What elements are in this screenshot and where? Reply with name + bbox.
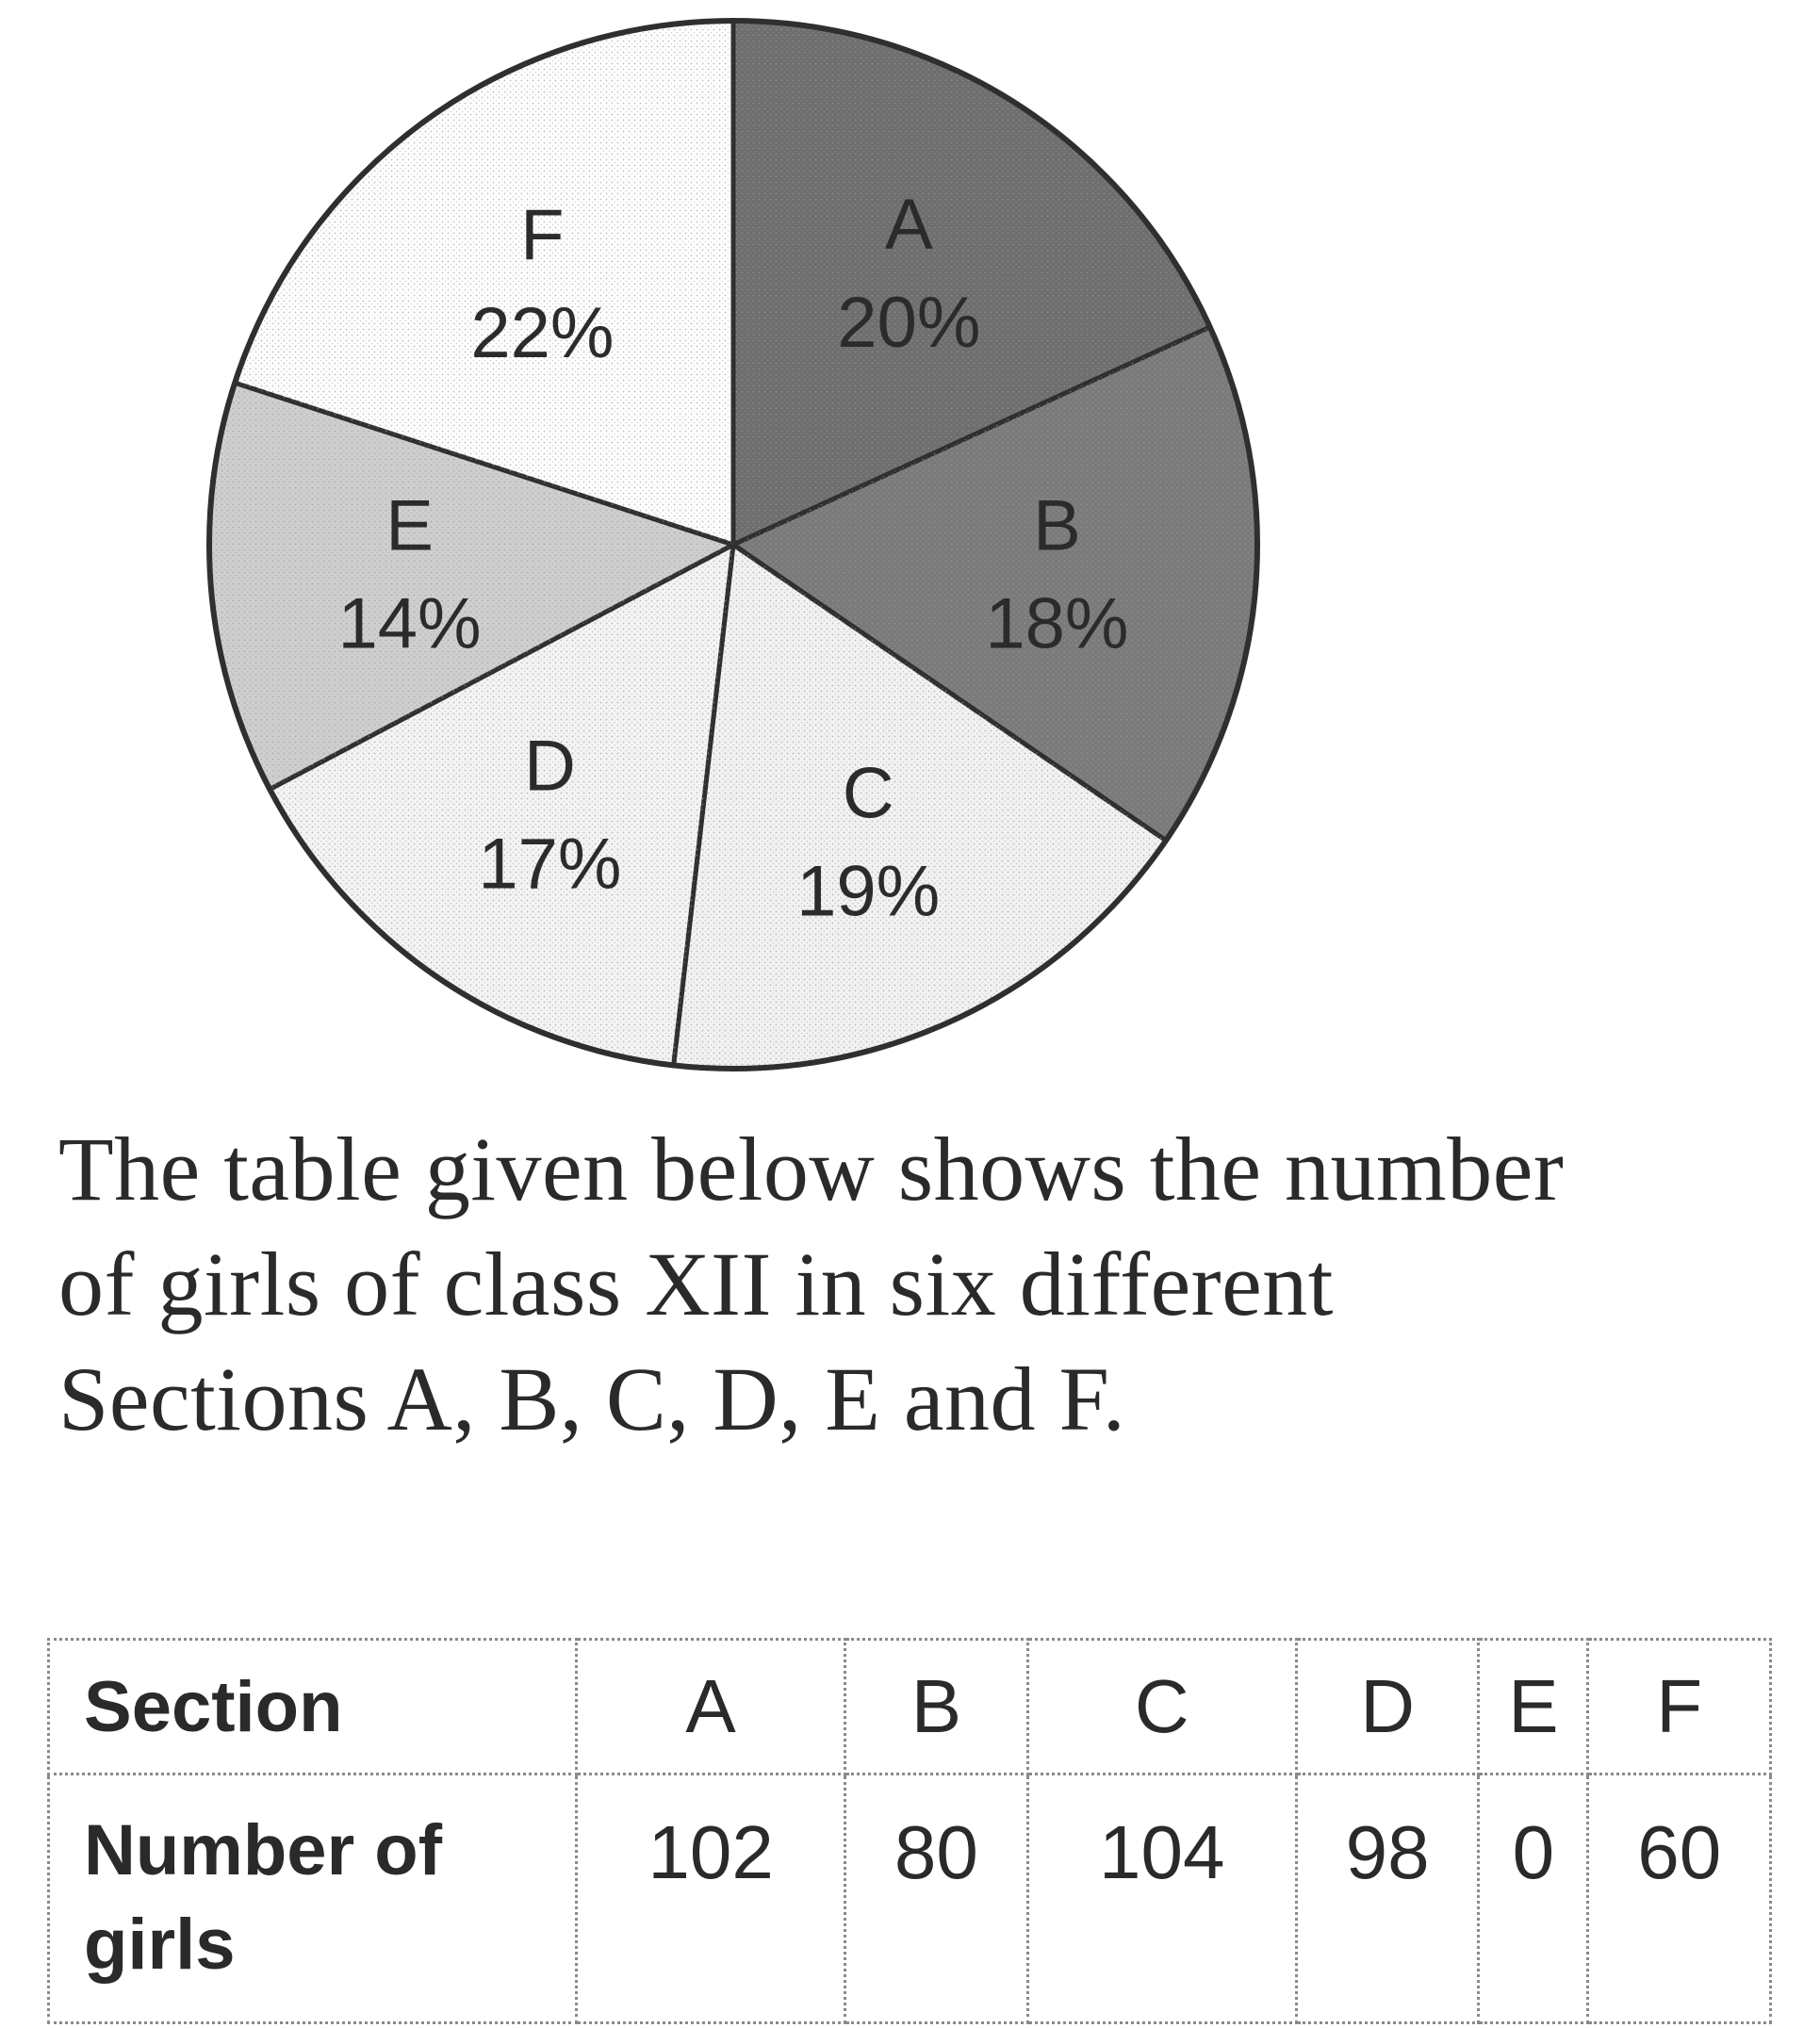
header-section-e: E <box>1479 1640 1588 1774</box>
cell-girls-c: 104 <box>1027 1774 1296 2023</box>
pie-slice-label-e: E <box>385 485 434 566</box>
header-section-c: C <box>1027 1640 1296 1774</box>
cell-girls-b: 80 <box>845 1774 1028 2023</box>
pie-slice-label-f: F <box>520 195 565 276</box>
pie-slice-value-d: 17% <box>478 824 622 905</box>
pie-slice-label-d: D <box>523 726 576 807</box>
header-section-f: F <box>1588 1640 1771 1774</box>
pie-slice-value-b: 18% <box>985 583 1129 664</box>
table-data-row <box>49 1774 1771 2023</box>
pie-slice-label-c: C <box>842 753 894 834</box>
pie-slice-value-e: 14% <box>337 583 482 664</box>
pie-slice-value-c: 19% <box>796 851 941 932</box>
header-section-label: Section <box>49 1640 577 1774</box>
header-section-d: D <box>1296 1640 1479 1774</box>
cell-girls-e: 0 <box>1479 1774 1588 2023</box>
pie-slice-label-b: B <box>1033 485 1081 566</box>
description-text: The table given below shows the number of girls of class XII in six different Sections A, B, C, D, E and F. <box>58 1119 1565 1449</box>
header-section-a: A <box>577 1640 845 1774</box>
pie-slice-label-a: A <box>885 185 933 266</box>
cell-girls-d: 98 <box>1296 1774 1479 2023</box>
table-header-row <box>49 1640 1771 1774</box>
pie-slices <box>209 21 1257 1069</box>
pie-slice-value-f: 22% <box>470 293 615 374</box>
girls-table <box>47 1638 1772 2024</box>
row-label-number-of-girls: Number of girls <box>49 1774 577 2023</box>
cell-girls-a: 102 <box>577 1774 845 2023</box>
cell-girls-f: 60 <box>1588 1774 1771 2023</box>
pie-slice-value-a: 20% <box>837 283 981 364</box>
header-section-b: B <box>845 1640 1028 1774</box>
